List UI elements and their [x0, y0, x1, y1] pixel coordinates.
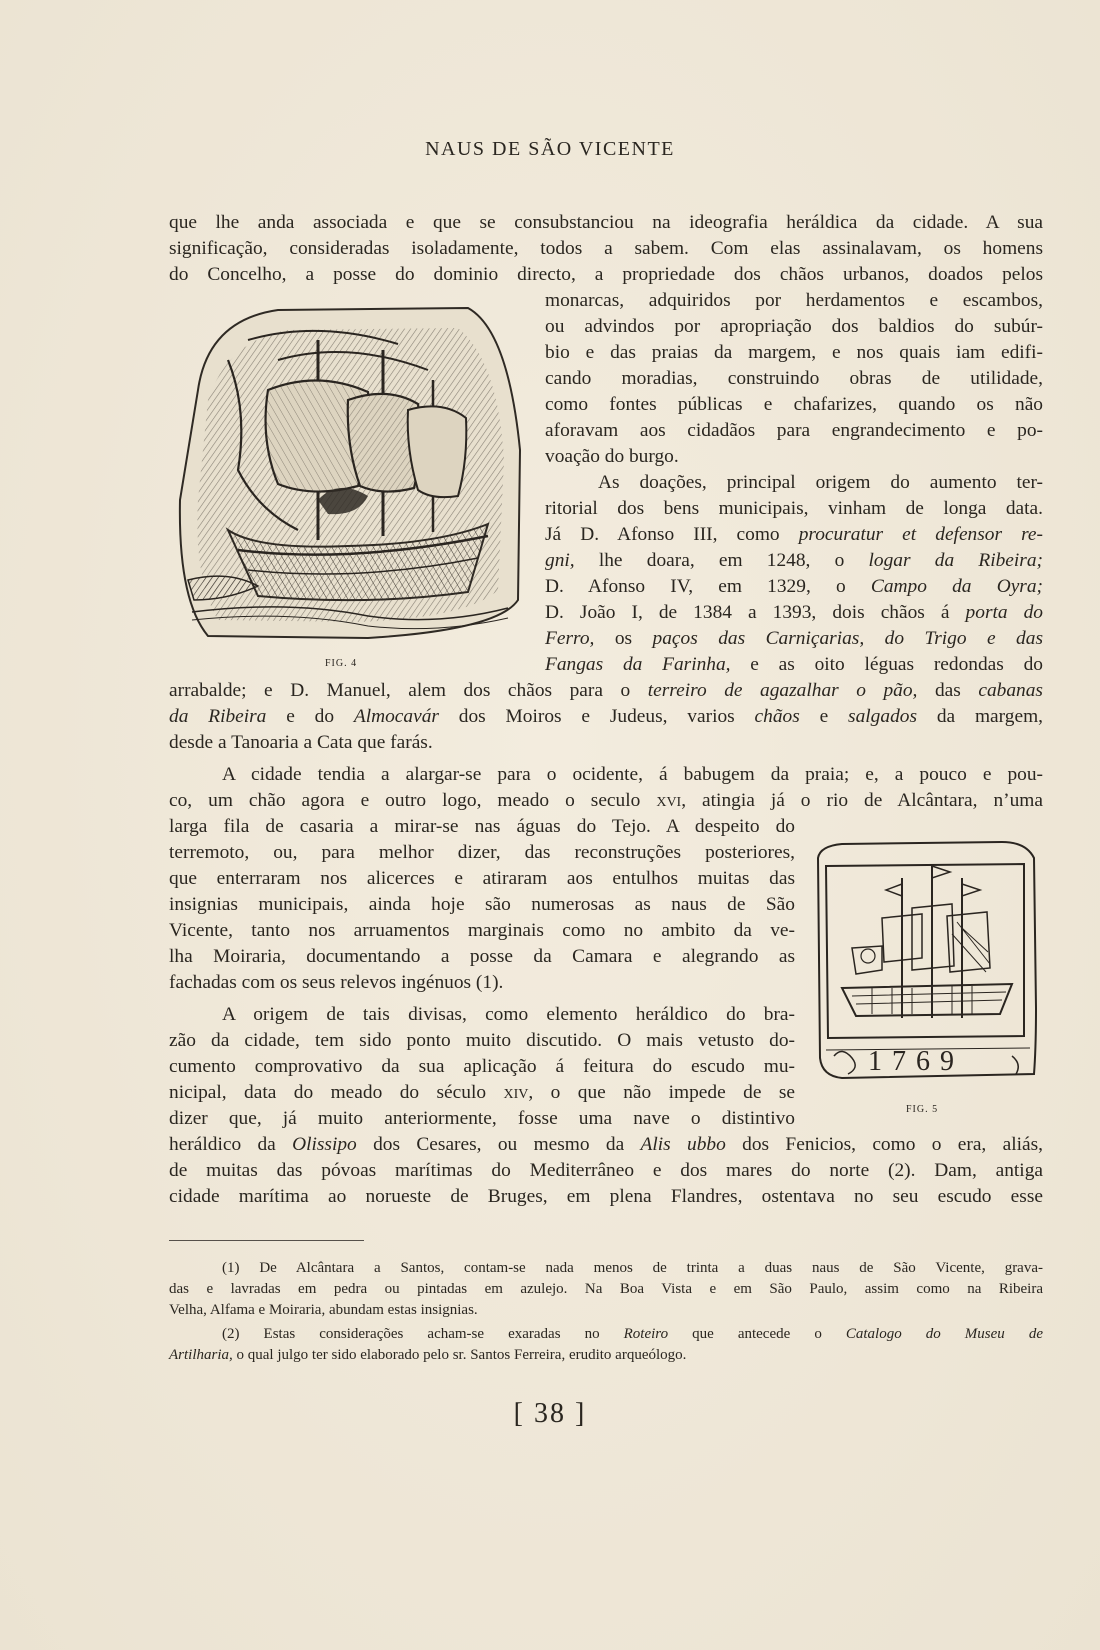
- smallcaps-run: xvi: [656, 790, 682, 811]
- text-run: lhe doara, em 1248, o: [574, 550, 869, 571]
- figure-4-caption: FIG. 4: [325, 658, 358, 669]
- text-line: monarcas, adquiridos por herdamentos e escambos,: [545, 290, 1043, 311]
- text-line: [545, 626, 1043, 652]
- text-line: terremoto, ou, para melhor dizer, das reconstruções posteriores,: [169, 842, 795, 863]
- text-line: de muitas das póvoas marítimas do Mediterrâneo e dos mares do norte (2). Dam, antiga: [169, 1160, 1043, 1181]
- text-line: desde a Tanoaria a Cata que farás.: [169, 732, 433, 753]
- text-run: os: [594, 628, 653, 649]
- page-number: [ 38 ]: [513, 1398, 587, 1429]
- text-line: lha Moiraria, documentando a posse da Camara e alegrando as: [169, 946, 795, 967]
- italic-run: Almocavár: [353, 706, 439, 727]
- italic-run: Fangas da Farinha,: [545, 654, 731, 675]
- footnote-2-line: [222, 1324, 1043, 1345]
- text-run: dos Cesares, ou mesmo da: [356, 1134, 641, 1155]
- italic-run: Ferro,: [545, 628, 595, 649]
- text-line: As doações, principal origem do aumento ter-: [598, 472, 1043, 493]
- text-line: [545, 548, 1043, 574]
- italic-run: salgados: [848, 706, 918, 727]
- smallcaps-run: xiv: [503, 1082, 529, 1103]
- text-run: , o que não impede de se: [528, 1082, 796, 1103]
- text-run: D. João I, de 1384 a 1393, dois chãos á: [545, 602, 966, 623]
- italic-run: da Ribeira: [169, 706, 267, 727]
- italic-run: Campo da Oyra;: [870, 576, 1044, 597]
- text-run: da margem,: [917, 706, 1044, 727]
- text-run: e as oito léguas redondas do: [730, 654, 1043, 675]
- text-line: cidade marítima ao norueste de Bruges, em plena Flandres, ostentava no seu escudo esse: [169, 1186, 1043, 1207]
- text-line: como fontes públicas e chafarizes, quando os não: [545, 394, 1043, 415]
- text-line: do Concelho, a posse do dominio directo, a propriedade dos chãos urbanos, doados pelos: [169, 264, 1043, 285]
- text-run: que antecede o: [668, 1326, 846, 1342]
- text-run: , atingia já o rio de Alcântara, n’uma: [681, 790, 1043, 811]
- footnote-1-line: Velha, Alfama e Moiraria, abundam estas insignias.: [169, 1302, 478, 1318]
- text-line: [169, 678, 1043, 704]
- ship-tile-drawing: [812, 838, 1044, 1098]
- text-line: ou advindos por apropriação dos baldios do subúr-: [545, 316, 1043, 337]
- text-line: Vicente, tanto nos arruamentos marginais como no ambito da ve-: [169, 920, 795, 941]
- text-run: das: [917, 680, 979, 701]
- text-line: [169, 788, 1043, 814]
- italic-run: chãos: [754, 706, 800, 727]
- text-run: co, um chão agora e outro logo, meado o seculo: [169, 790, 657, 811]
- text-line: [169, 704, 1043, 730]
- figure-5-caption: FIG. 5: [906, 1104, 939, 1115]
- text-line: que lhe anda associada e que se consubstanciou na ideografia heráldica da cidade. A sua: [169, 212, 1043, 233]
- italic-run: Roteiro: [623, 1326, 669, 1342]
- running-title: NAUS DE SÃO VICENTE: [425, 138, 675, 160]
- tile-date: 1769: [868, 1046, 964, 1077]
- text-line: A origem de tais divisas, como elemento heráldico do bra-: [222, 1004, 795, 1025]
- text-run: D. Afonso IV, em 1329, o: [545, 576, 871, 597]
- italic-run: cabanas: [978, 680, 1043, 701]
- figure-5-ship-tile: [812, 838, 1044, 1098]
- footnote-1-line: (1) De Alcântara a Santos, contam-se nada menos de trinta a duas naus de São Vicente, grava-: [222, 1260, 1043, 1276]
- text-run: (2) Estas considerações acham-se exaradas no: [222, 1326, 624, 1342]
- text-line: voação do burgo.: [545, 446, 679, 467]
- text-line: larga fila de casaria a mirar-se nas águas do Tejo. A despeito do: [169, 816, 795, 837]
- text-line: [545, 574, 1043, 600]
- italic-run: gni,: [545, 550, 575, 571]
- ship-relief-engraving: [168, 300, 528, 652]
- text-line: significação, consideradas isoladamente, todos a sabem. Com elas assinalavam, os homens: [169, 238, 1043, 259]
- text-line: fachadas com os seus relevos ingénuos (1).: [169, 972, 504, 993]
- italic-run: logar da Ribeira;: [868, 550, 1043, 571]
- italic-run: Artilharia,: [169, 1347, 233, 1363]
- text-run: dos Fenicios, como o era, aliás,: [725, 1134, 1043, 1155]
- text-line: A cidade tendia a alargar-se para o ocidente, á babugem da praia; e, a pouco e pou-: [222, 764, 1043, 785]
- text-line: cando moradias, construindo obras de utilidade,: [545, 368, 1043, 389]
- text-line: aforavam aos cidadãos para engrandecimento e po-: [545, 420, 1043, 441]
- text-line: que enterraram nos alicerces e atiraram aos entulhos muitas das: [169, 868, 795, 889]
- italic-run: Olissipo: [292, 1134, 357, 1155]
- italic-run: Catalogo do Museu de: [845, 1326, 1043, 1342]
- text-line: bio e das praias da margem, e nos quais iam edifi-: [545, 342, 1043, 363]
- text-line: [545, 600, 1043, 626]
- italic-run: procuratur et defensor re-: [798, 524, 1043, 545]
- text-run: dos Moiros e Judeus, varios: [438, 706, 755, 727]
- text-run: e: [799, 706, 849, 727]
- italic-run: terreiro de agazalhar o pão,: [647, 680, 918, 701]
- text-line: [169, 1080, 795, 1106]
- footnote-rule: [169, 1240, 364, 1241]
- italic-run: porta do: [965, 602, 1044, 623]
- text-run: Já D. Afonso III, como: [545, 524, 799, 545]
- text-line: ritorial dos bens municipais, vinham de longa data.: [545, 498, 1043, 519]
- text-line: [545, 522, 1043, 548]
- italic-run: Alis ubbo: [640, 1134, 726, 1155]
- text-run: e do: [266, 706, 354, 727]
- text-line: cumento comprovativo da sua aplicação á feitura do escudo mu-: [169, 1056, 795, 1077]
- footnote-2-line: [169, 1345, 1043, 1366]
- italic-run: paços das Carniçarias, do Trigo e das: [652, 628, 1043, 649]
- text-line: insignias municipais, ainda hoje são numerosas as naus de São: [169, 894, 795, 915]
- text-line: dizer que, já muito anteriormente, fosse uma nave o distintivo: [169, 1108, 795, 1129]
- text-run: nicipal, data do meado do século: [169, 1082, 504, 1103]
- text-line: zão da cidade, tem sido ponto muito discutido. O mais vetusto do-: [169, 1030, 795, 1051]
- text-line: [545, 652, 1043, 678]
- figure-4-ship-relief: [168, 300, 528, 652]
- text-run: heráldico da: [169, 1134, 293, 1155]
- text-line: [169, 1132, 1043, 1158]
- text-run: o qual julgo ter sido elaborado pelo sr. Santos Ferreira, erudito arqueólogo.: [232, 1347, 687, 1363]
- text-run: arrabalde; e D. Manuel, alem dos chãos para o: [169, 680, 648, 701]
- footnote-1-line: das e lavradas em pedra ou pintadas em azulejo. Na Boa Vista e em São Paulo, assim como na Ribeira: [169, 1281, 1043, 1297]
